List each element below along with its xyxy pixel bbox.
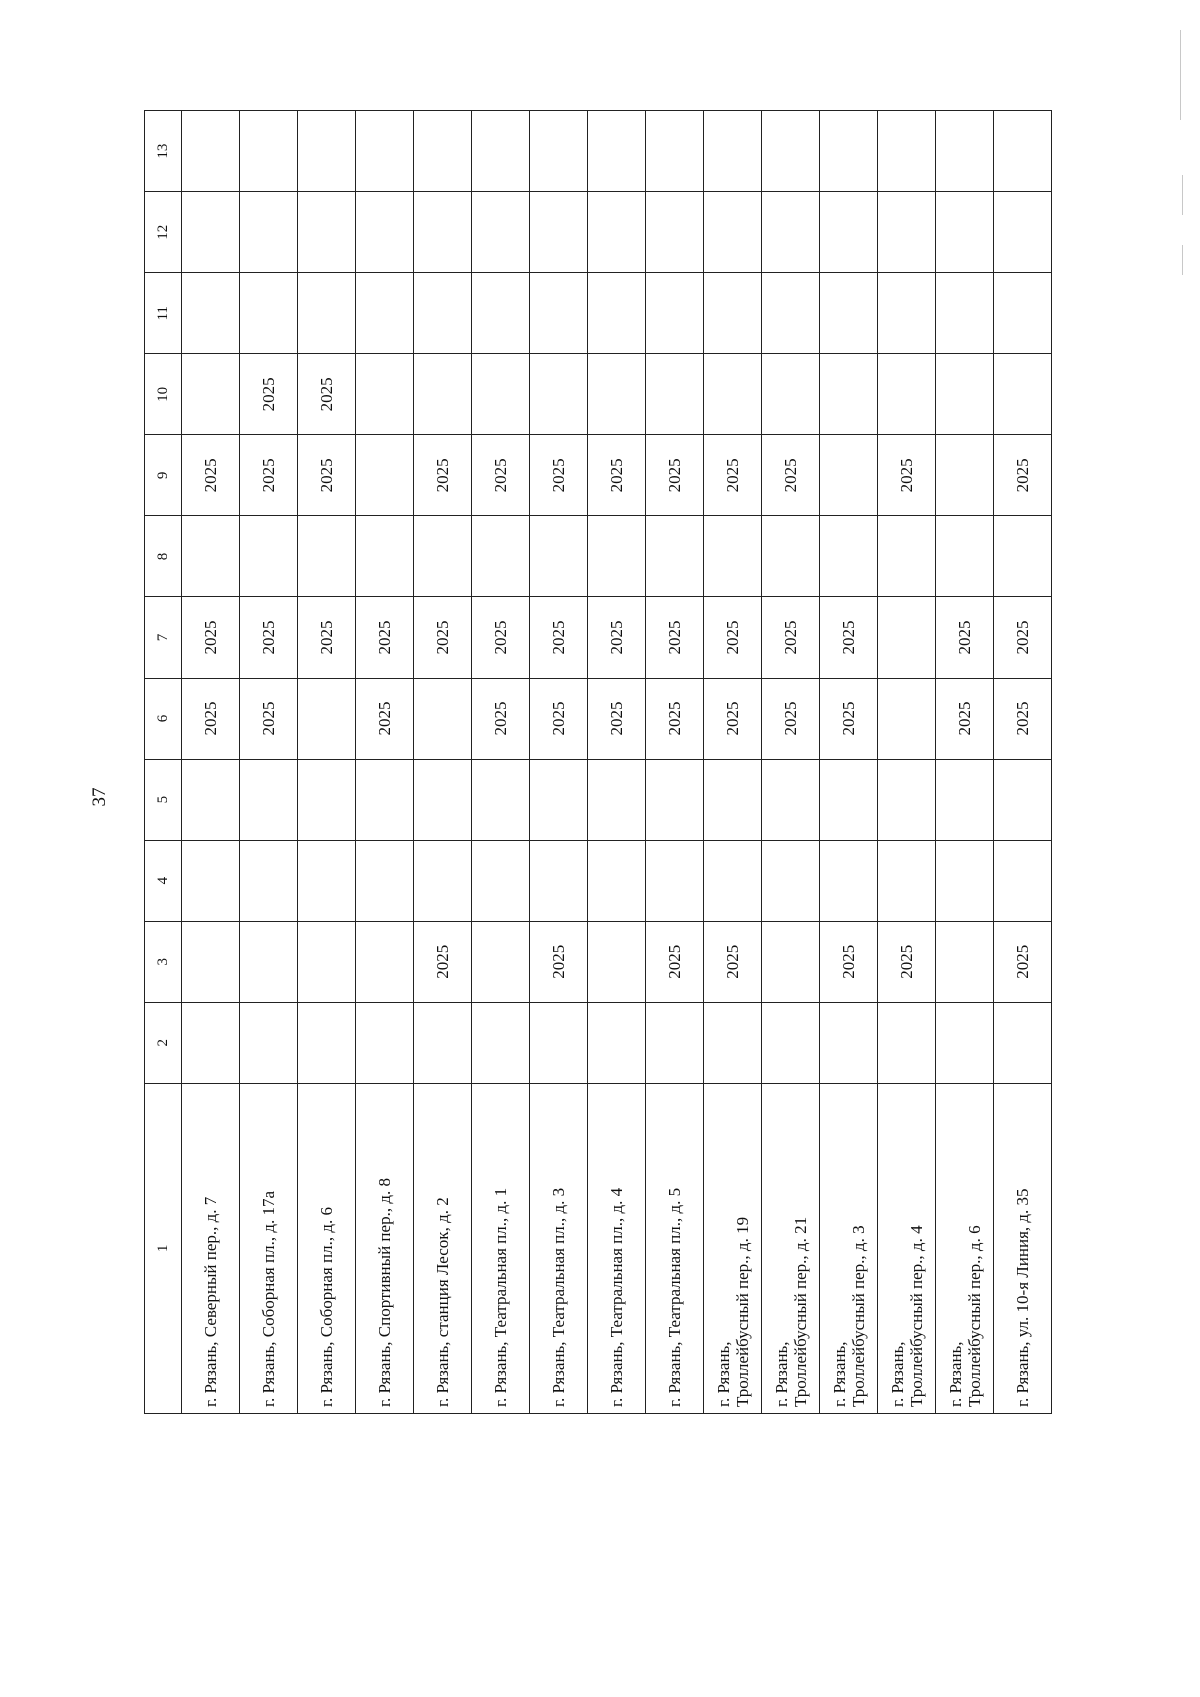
year-cell-col-8 (994, 516, 1052, 597)
year-cell-col-11 (994, 273, 1052, 354)
address-cell: г. Рязань, Театральная пл., д. 4 (588, 1083, 646, 1413)
table-row (240, 111, 298, 1414)
address-cell: г. Рязань, Театральная пл., д. 3 (530, 1083, 588, 1413)
year-cell-col-7: 2025 (298, 597, 356, 678)
year-cell-col-6: 2025 (704, 678, 762, 759)
address-cell: г. Рязань, Соборная пл., д. 17а (240, 1083, 298, 1413)
year-cell-col-11 (762, 273, 820, 354)
year-cell-col-9 (820, 435, 878, 516)
year-cell-col-7: 2025 (994, 597, 1052, 678)
year-cell-col-12 (646, 192, 704, 273)
year-cell-col-8 (298, 516, 356, 597)
year-cell-col-5 (588, 759, 646, 840)
year-cell-col-4 (356, 840, 414, 921)
year-cell-col-13 (414, 111, 472, 192)
address-cell: г. Рязань, Троллейбусный пер., д. 3 (820, 1083, 878, 1413)
year-cell-col-7: 2025 (588, 597, 646, 678)
year-cell-col-2 (472, 1002, 530, 1083)
year-cell-col-10 (356, 354, 414, 435)
year-cell-col-9: 2025 (414, 435, 472, 516)
year-cell-col-13 (936, 111, 994, 192)
year-cell-col-5 (646, 759, 704, 840)
year-cell-col-10: 2025 (298, 354, 356, 435)
year-cell-col-2 (356, 1002, 414, 1083)
year-cell-col-12 (240, 192, 298, 273)
year-cell-col-9: 2025 (762, 435, 820, 516)
year-cell-col-9: 2025 (588, 435, 646, 516)
year-cell-col-8 (646, 516, 704, 597)
year-cell-col-11 (704, 273, 762, 354)
year-cell-col-8 (820, 516, 878, 597)
year-cell-col-10 (762, 354, 820, 435)
column-header-11: 11 (145, 273, 182, 354)
year-cell-col-5 (820, 759, 878, 840)
year-cell-col-6: 2025 (588, 678, 646, 759)
table-row (820, 111, 878, 1414)
year-cell-col-4 (646, 840, 704, 921)
year-cell-col-11 (820, 273, 878, 354)
schedule-table (144, 110, 1052, 1414)
address-cell: г. Рязань, Северный пер., д. 7 (182, 1083, 240, 1413)
year-cell-col-2 (994, 1002, 1052, 1083)
address-cell: г. Рязань, Спортивный пер., д. 8 (356, 1083, 414, 1413)
year-cell-col-2 (588, 1002, 646, 1083)
year-cell-col-13 (878, 111, 936, 192)
year-cell-col-12 (994, 192, 1052, 273)
year-cell-col-9: 2025 (994, 435, 1052, 516)
year-cell-col-13 (530, 111, 588, 192)
year-cell-col-5 (530, 759, 588, 840)
year-cell-col-8 (530, 516, 588, 597)
column-header-4: 4 (145, 840, 182, 921)
year-cell-col-9: 2025 (182, 435, 240, 516)
year-cell-col-2 (530, 1002, 588, 1083)
year-cell-col-7: 2025 (356, 597, 414, 678)
address-cell: г. Рязань, Троллейбусный пер., д. 19 (704, 1083, 762, 1413)
year-cell-col-3 (762, 921, 820, 1002)
table-row (414, 111, 472, 1414)
year-cell-col-12 (588, 192, 646, 273)
table-row (298, 111, 356, 1414)
year-cell-col-6: 2025 (762, 678, 820, 759)
column-header-2: 2 (145, 1002, 182, 1083)
year-cell-col-8 (240, 516, 298, 597)
year-cell-col-3: 2025 (820, 921, 878, 1002)
table-row (646, 111, 704, 1414)
year-cell-col-12 (936, 192, 994, 273)
year-cell-col-12 (820, 192, 878, 273)
year-cell-col-13 (994, 111, 1052, 192)
year-cell-col-10 (878, 354, 936, 435)
table-row (356, 111, 414, 1414)
year-cell-col-10 (704, 354, 762, 435)
year-cell-col-8 (414, 516, 472, 597)
year-cell-col-7: 2025 (646, 597, 704, 678)
year-cell-col-3: 2025 (530, 921, 588, 1002)
year-cell-col-7 (878, 597, 936, 678)
year-cell-col-13 (240, 111, 298, 192)
year-cell-col-13 (588, 111, 646, 192)
year-cell-col-11 (878, 273, 936, 354)
year-cell-col-10 (646, 354, 704, 435)
table-row (704, 111, 762, 1414)
year-cell-col-7: 2025 (530, 597, 588, 678)
year-cell-col-12 (530, 192, 588, 273)
column-header-5: 5 (145, 759, 182, 840)
year-cell-col-4 (182, 840, 240, 921)
year-cell-col-12 (878, 192, 936, 273)
year-cell-col-10 (936, 354, 994, 435)
year-cell-col-12 (298, 192, 356, 273)
year-cell-col-9: 2025 (530, 435, 588, 516)
address-cell: г. Рязань, Троллейбусный пер., д. 4 (878, 1083, 936, 1413)
year-cell-col-5 (878, 759, 936, 840)
table-body (182, 111, 1052, 1414)
year-cell-col-12 (414, 192, 472, 273)
year-cell-col-3: 2025 (994, 921, 1052, 1002)
year-cell-col-8 (704, 516, 762, 597)
year-cell-col-6: 2025 (530, 678, 588, 759)
year-cell-col-3 (356, 921, 414, 1002)
year-cell-col-3: 2025 (646, 921, 704, 1002)
year-cell-col-4 (588, 840, 646, 921)
year-cell-col-3: 2025 (414, 921, 472, 1002)
year-cell-col-13 (704, 111, 762, 192)
year-cell-col-7: 2025 (762, 597, 820, 678)
year-cell-col-6: 2025 (182, 678, 240, 759)
year-cell-col-13 (472, 111, 530, 192)
table-row (762, 111, 820, 1414)
table-row (994, 111, 1052, 1414)
year-cell-col-12 (472, 192, 530, 273)
year-cell-col-3 (588, 921, 646, 1002)
year-cell-col-6: 2025 (994, 678, 1052, 759)
year-cell-col-6: 2025 (472, 678, 530, 759)
year-cell-col-5 (704, 759, 762, 840)
year-cell-col-8 (182, 516, 240, 597)
year-cell-col-7: 2025 (820, 597, 878, 678)
year-cell-col-11 (356, 273, 414, 354)
year-cell-col-8 (936, 516, 994, 597)
year-cell-col-6: 2025 (240, 678, 298, 759)
year-cell-col-10 (472, 354, 530, 435)
year-cell-col-9: 2025 (240, 435, 298, 516)
table-row (878, 111, 936, 1414)
year-cell-col-10 (588, 354, 646, 435)
year-cell-col-10 (182, 354, 240, 435)
year-cell-col-12 (762, 192, 820, 273)
header-row (145, 111, 182, 1414)
year-cell-col-11 (240, 273, 298, 354)
year-cell-col-2 (762, 1002, 820, 1083)
year-cell-col-13 (646, 111, 704, 192)
year-cell-col-8 (356, 516, 414, 597)
year-cell-col-2 (298, 1002, 356, 1083)
year-cell-col-7: 2025 (936, 597, 994, 678)
table-row (182, 111, 240, 1414)
column-header-3: 3 (145, 921, 182, 1002)
year-cell-col-13 (298, 111, 356, 192)
year-cell-col-3: 2025 (878, 921, 936, 1002)
year-cell-col-11 (472, 273, 530, 354)
address-cell: г. Рязань, Троллейбусный пер., д. 21 (762, 1083, 820, 1413)
year-cell-col-9: 2025 (646, 435, 704, 516)
year-cell-col-8 (878, 516, 936, 597)
year-cell-col-9: 2025 (298, 435, 356, 516)
column-header-8: 8 (145, 516, 182, 597)
year-cell-col-4 (878, 840, 936, 921)
year-cell-col-10 (414, 354, 472, 435)
address-cell: г. Рязань, станция Лесок, д. 2 (414, 1083, 472, 1413)
year-cell-col-11 (530, 273, 588, 354)
year-cell-col-4 (994, 840, 1052, 921)
year-cell-col-11 (936, 273, 994, 354)
year-cell-col-7: 2025 (240, 597, 298, 678)
year-cell-col-11 (298, 273, 356, 354)
year-cell-col-10 (994, 354, 1052, 435)
year-cell-col-4 (762, 840, 820, 921)
year-cell-col-5 (414, 759, 472, 840)
year-cell-col-11 (414, 273, 472, 354)
year-cell-col-12 (182, 192, 240, 273)
column-header-9: 9 (145, 435, 182, 516)
year-cell-col-6: 2025 (356, 678, 414, 759)
year-cell-col-5 (762, 759, 820, 840)
year-cell-col-11 (646, 273, 704, 354)
year-cell-col-9 (936, 435, 994, 516)
year-cell-col-6 (878, 678, 936, 759)
scan-artifact-line (1182, 175, 1183, 215)
page-number: 37 (89, 787, 110, 807)
year-cell-col-6: 2025 (646, 678, 704, 759)
year-cell-col-10 (530, 354, 588, 435)
table-row (530, 111, 588, 1414)
year-cell-col-2 (704, 1002, 762, 1083)
year-cell-col-8 (762, 516, 820, 597)
year-cell-col-4 (472, 840, 530, 921)
year-cell-col-5 (994, 759, 1052, 840)
column-header-13: 13 (145, 111, 182, 192)
year-cell-col-4 (414, 840, 472, 921)
year-cell-col-2 (414, 1002, 472, 1083)
year-cell-col-7: 2025 (182, 597, 240, 678)
year-cell-col-5 (182, 759, 240, 840)
year-cell-col-12 (704, 192, 762, 273)
year-cell-col-5 (240, 759, 298, 840)
table-row (588, 111, 646, 1414)
column-header-12: 12 (145, 192, 182, 273)
year-cell-col-10: 2025 (240, 354, 298, 435)
scan-artifact-line (1182, 245, 1183, 275)
address-cell: г. Рязань, Соборная пл., д. 6 (298, 1083, 356, 1413)
year-cell-col-3 (936, 921, 994, 1002)
year-cell-col-2 (240, 1002, 298, 1083)
year-cell-col-6: 2025 (820, 678, 878, 759)
year-cell-col-13 (820, 111, 878, 192)
table-row (472, 111, 530, 1414)
year-cell-col-7: 2025 (472, 597, 530, 678)
year-cell-col-4 (240, 840, 298, 921)
table-row (936, 111, 994, 1414)
year-cell-col-13 (356, 111, 414, 192)
year-cell-col-3: 2025 (704, 921, 762, 1002)
column-header-10: 10 (145, 354, 182, 435)
year-cell-col-4 (936, 840, 994, 921)
year-cell-col-5 (356, 759, 414, 840)
column-header-1: 1 (145, 1083, 182, 1413)
year-cell-col-8 (588, 516, 646, 597)
year-cell-col-9 (356, 435, 414, 516)
year-cell-col-4 (820, 840, 878, 921)
year-cell-col-3 (472, 921, 530, 1002)
year-cell-col-2 (646, 1002, 704, 1083)
address-cell: г. Рязань, ул. 10-я Линия, д. 35 (994, 1083, 1052, 1413)
year-cell-col-10 (820, 354, 878, 435)
year-cell-col-11 (182, 273, 240, 354)
address-cell: г. Рязань, Театральная пл., д. 1 (472, 1083, 530, 1413)
year-cell-col-4 (704, 840, 762, 921)
year-cell-col-9: 2025 (704, 435, 762, 516)
year-cell-col-6 (298, 678, 356, 759)
year-cell-col-11 (588, 273, 646, 354)
year-cell-col-5 (472, 759, 530, 840)
year-cell-col-2 (820, 1002, 878, 1083)
year-cell-col-7: 2025 (414, 597, 472, 678)
year-cell-col-3 (240, 921, 298, 1002)
year-cell-col-3 (182, 921, 240, 1002)
year-cell-col-2 (878, 1002, 936, 1083)
schedule-table-container (144, 110, 1047, 1414)
address-cell: г. Рязань, Театральная пл., д. 5 (646, 1083, 704, 1413)
year-cell-col-4 (530, 840, 588, 921)
year-cell-col-7: 2025 (704, 597, 762, 678)
address-cell: г. Рязань, Троллейбусный пер., д. 6 (936, 1083, 994, 1413)
year-cell-col-9: 2025 (472, 435, 530, 516)
year-cell-col-13 (182, 111, 240, 192)
year-cell-col-13 (762, 111, 820, 192)
year-cell-col-12 (356, 192, 414, 273)
year-cell-col-3 (298, 921, 356, 1002)
year-cell-col-5 (936, 759, 994, 840)
year-cell-col-6 (414, 678, 472, 759)
column-header-6: 6 (145, 678, 182, 759)
year-cell-col-2 (936, 1002, 994, 1083)
year-cell-col-8 (472, 516, 530, 597)
year-cell-col-5 (298, 759, 356, 840)
year-cell-col-4 (298, 840, 356, 921)
year-cell-col-9: 2025 (878, 435, 936, 516)
year-cell-col-2 (182, 1002, 240, 1083)
year-cell-col-6: 2025 (936, 678, 994, 759)
scan-artifact-line (1180, 30, 1181, 120)
column-header-7: 7 (145, 597, 182, 678)
